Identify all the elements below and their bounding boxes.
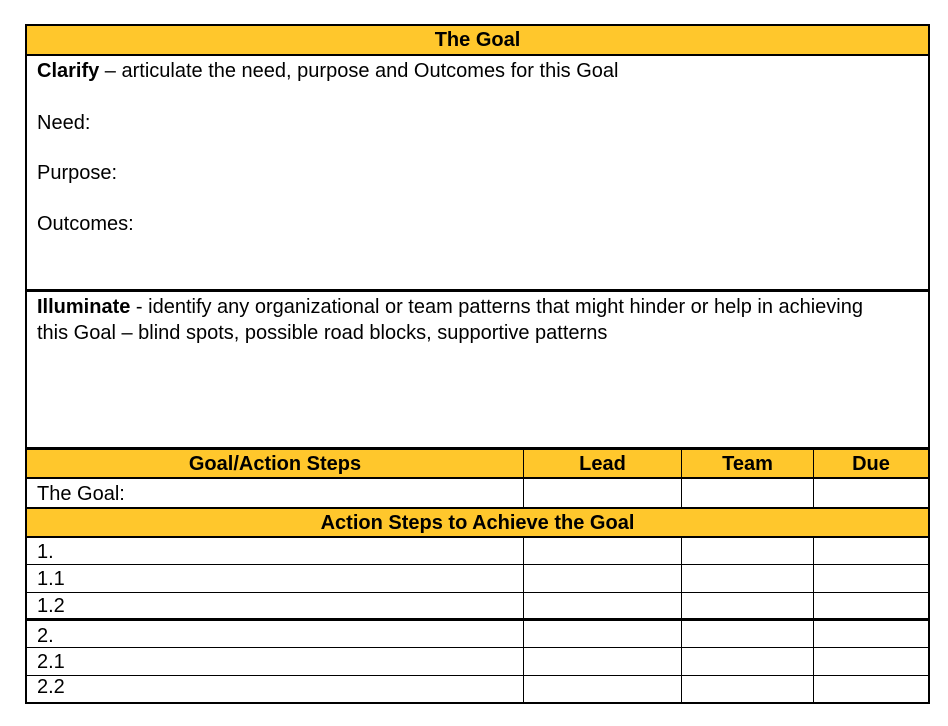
due-cell[interactable] — [813, 593, 928, 618]
table-row — [27, 538, 928, 565]
due-cell[interactable] — [813, 676, 928, 702]
team-cell[interactable] — [681, 538, 813, 564]
table-row — [27, 621, 928, 648]
step-label: 2. — [37, 625, 54, 647]
lead-cell[interactable] — [523, 565, 681, 592]
lead-cell[interactable] — [523, 676, 681, 702]
due-cell[interactable] — [813, 565, 928, 592]
table-row — [27, 648, 928, 676]
outcomes-field[interactable] — [37, 211, 134, 237]
goal-row — [27, 479, 928, 509]
header-due: Due — [852, 453, 890, 475]
clarify-description: – articulate the need, purpose and Outcomes for this Goal — [99, 60, 619, 82]
table-row — [27, 593, 928, 621]
due-cell[interactable] — [813, 648, 928, 675]
table-header-row — [27, 450, 928, 479]
table-row — [27, 565, 928, 593]
purpose-label: Purpose: — [37, 162, 118, 184]
need-field[interactable] — [37, 110, 90, 136]
step-label: 2.2 — [37, 676, 65, 698]
goal-header-label: The Goal — [434, 29, 521, 51]
outcomes-label: Outcomes: — [37, 213, 134, 235]
need-label: Need: — [37, 112, 91, 134]
lead-cell[interactable] — [523, 593, 681, 618]
header-goal-action-steps: Goal/Action Steps — [188, 453, 362, 475]
purpose-field[interactable] — [37, 160, 117, 186]
illuminate-label: Illuminate — [37, 296, 131, 318]
lead-cell[interactable] — [523, 621, 681, 647]
step-label: 1.1 — [37, 568, 65, 590]
illuminate-description: - identify any organizational or team patterns that might hinder or help in achieving this Goal – blind spots, possible road blocks, supportive patterns — [37, 296, 863, 344]
team-cell[interactable] — [681, 593, 813, 618]
action-steps-header — [27, 509, 928, 538]
header-team: Team — [722, 453, 773, 475]
due-cell[interactable] — [813, 621, 928, 647]
illuminate-section[interactable] — [27, 292, 928, 450]
team-cell[interactable] — [681, 565, 813, 592]
clarify-label: Clarify — [37, 60, 100, 82]
action-steps-header-label: Action Steps to Achieve the Goal — [320, 512, 635, 534]
goal-due-cell[interactable] — [813, 479, 928, 507]
team-cell[interactable] — [681, 621, 813, 647]
due-cell[interactable] — [813, 538, 928, 564]
goal-row-label: The Goal: — [37, 483, 125, 505]
table-row — [27, 676, 928, 702]
header-lead: Lead — [579, 453, 626, 475]
goal-worksheet — [25, 24, 930, 704]
clarify-section — [27, 56, 928, 292]
team-cell[interactable] — [681, 676, 813, 702]
step-label: 1. — [37, 541, 54, 563]
goal-team-cell[interactable] — [681, 479, 813, 507]
lead-cell[interactable] — [523, 648, 681, 675]
lead-cell[interactable] — [523, 538, 681, 564]
step-label: 1.2 — [37, 595, 65, 617]
goal-lead-cell[interactable] — [523, 479, 681, 507]
team-cell[interactable] — [681, 648, 813, 675]
step-label: 2.1 — [37, 651, 65, 673]
goal-header — [27, 26, 928, 56]
